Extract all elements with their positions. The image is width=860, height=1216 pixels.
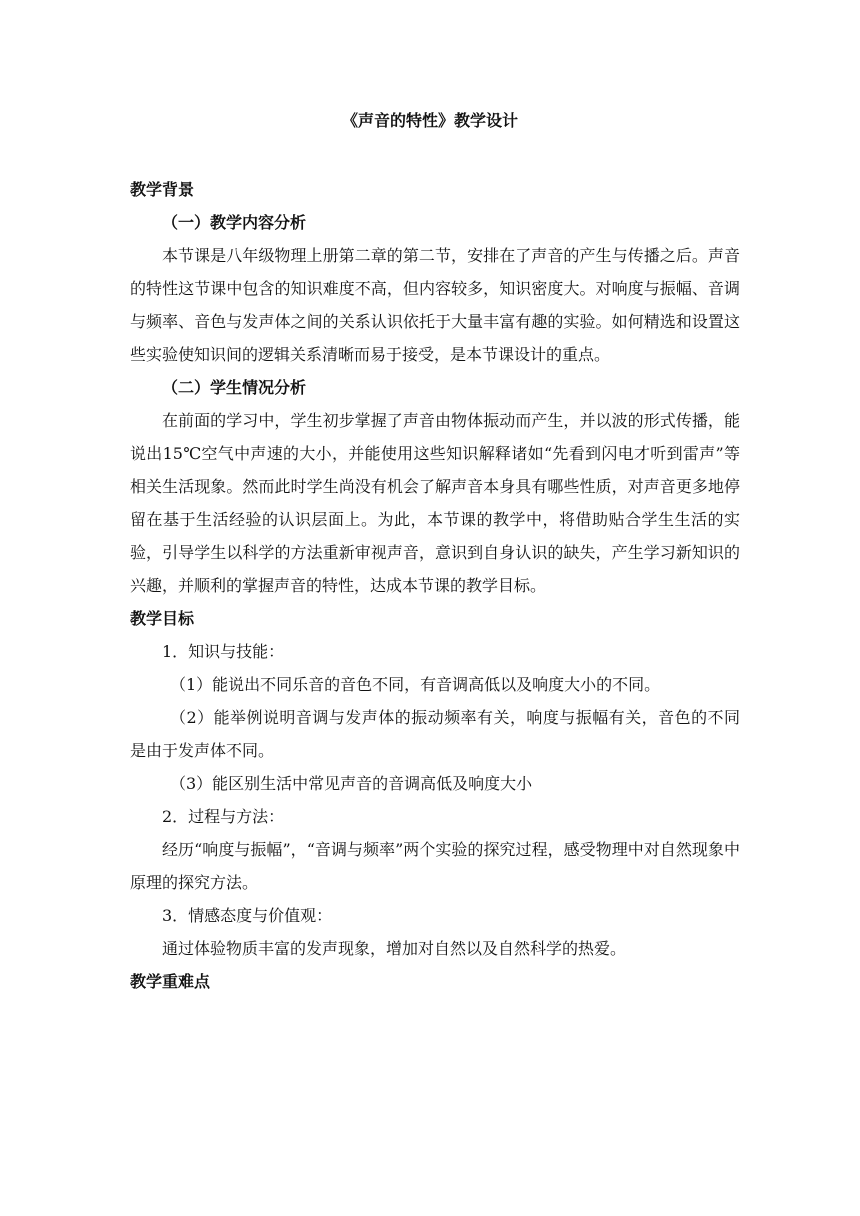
goal-knowledge-label: 1．知识与技能： (162, 642, 285, 661)
goal-process-paragraph: 经历“响度与振幅”，“音调与频率”两个实验的探究过程，感受物理中对自然现象中原理的探究方法。 (130, 840, 740, 892)
document-title: 《声音的特性》教学设计 (341, 111, 518, 130)
goal-attitude-paragraph: 通过体验物质丰富的发声现象，增加对自然以及自然科学的热爱。 (162, 939, 627, 958)
goal-knowledge-item-3: （3）能区别生活中常见声音的音调高低及响度大小 (170, 774, 533, 793)
goal-process-label: 2．过程与方法： (162, 807, 285, 826)
paragraph-content-analysis: 本节课是八年级物理上册第二章的第二节，安排在了声音的产生与传播之后。声音的特性这节课中包含的知识难度不高，但内容较多，知识密度大。对响度与振幅、音调与频率、音色与发声体之间的关系认识依托于大量丰富有趣的实验。如何精选和设置这些实验使知识间的逻辑关系清晰而易于接受，是本节课设计的重点。 (130, 246, 740, 364)
section-background (130, 173, 740, 998)
heading-content-analysis: （一）教学内容分析 (162, 213, 307, 232)
heading-student-analysis: （二）学生情况分析 (162, 378, 307, 397)
goal-knowledge-item-1: （1）能说出不同乐音的音色不同，有音调高低以及响度大小的不同。 (170, 675, 661, 694)
paragraph-student-analysis: 在前面的学习中，学生初步掌握了声音由物体振动而产生，并以波的形式传播，能说出15℃空气中声速的大小，并能使用这些知识解释诸如“先看到闪电才听到雷声”等相关生活现象。然而此时学生尚没有机会了解声音本身具有哪些性质，对声音更多地停留在基于生活经验的认识层面上。为此，本节课的教学中，将借助贴合学生生活的实验，引导学生以科学的方法重新审视声音，意识到自身认识的缺失，产生学习新知识的兴趣，并顺利的掌握声音的特性，达成本节课的教学目标。 (130, 411, 740, 595)
heading-key-points: 教学重难点 (130, 972, 211, 991)
goal-attitude-label: 3．情感态度与价值观： (162, 906, 333, 925)
heading-goals: 教学目标 (130, 609, 195, 628)
goal-knowledge-item-2: （2）能举例说明音调与发声体的振动频率有关，响度与振幅有关，音色的不同是由于发声体不同。 (130, 708, 740, 760)
heading-background: 教学背景 (130, 180, 195, 199)
